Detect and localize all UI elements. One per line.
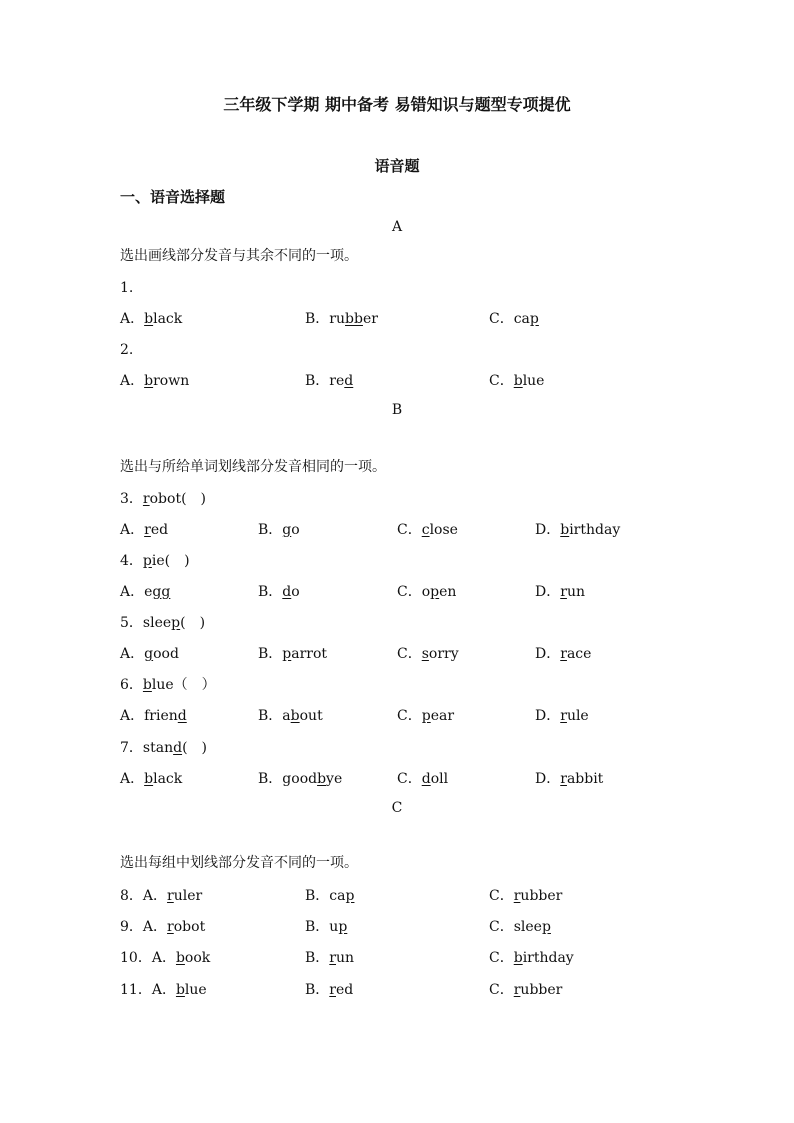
option-label: D． — [535, 771, 561, 787]
option-label: C． — [489, 950, 514, 966]
word-part: o — [291, 522, 300, 538]
answer-option — [120, 706, 187, 726]
underlined-letters: p — [529, 311, 539, 327]
answer-paren: ( ) — [181, 491, 207, 507]
word-part: ubber — [520, 982, 563, 998]
question-number: 8． — [120, 888, 143, 904]
answer-option — [120, 520, 168, 540]
word-part: lack — [153, 771, 183, 787]
option-word — [560, 522, 620, 538]
option-label: A． — [120, 771, 145, 787]
question-number: 7． — [120, 740, 143, 756]
underlined-letters: b — [144, 373, 154, 389]
word-part: lose — [429, 522, 458, 538]
group-c-letter: C — [391, 800, 403, 816]
word-part: lue — [522, 373, 545, 389]
option-label: C． — [489, 373, 514, 389]
word-part: frien — [144, 708, 178, 724]
word-part: lue — [184, 982, 207, 998]
option-word — [514, 373, 545, 389]
answer-option — [397, 706, 454, 726]
answer-paren: （ ） — [173, 677, 216, 693]
word-part: arrot — [291, 646, 328, 662]
option-word — [422, 646, 459, 662]
option-word — [329, 888, 354, 904]
word-part: ood — [153, 646, 179, 662]
underlined-letters: g — [282, 522, 292, 538]
word-part: uler — [173, 888, 203, 904]
question-number: 3． — [120, 491, 143, 507]
word-part: irthday — [522, 950, 574, 966]
option-word — [329, 950, 354, 966]
question-stem — [120, 613, 205, 633]
option-label: B． — [305, 919, 330, 935]
answer-option — [489, 980, 562, 1000]
underlined-letters: r — [560, 584, 567, 600]
option-label: D． — [535, 708, 561, 724]
option-label: C． — [397, 708, 422, 724]
option-word — [144, 584, 170, 600]
option-word — [560, 708, 588, 724]
option-label: B． — [258, 646, 283, 662]
underlined-letters: bb — [345, 311, 363, 327]
question-number: 11． — [120, 982, 152, 998]
answer-option — [305, 948, 354, 968]
stem-word — [143, 740, 182, 756]
answer-option — [397, 769, 448, 789]
word-part: a — [282, 708, 291, 724]
option-label: A． — [120, 646, 145, 662]
stem-word — [143, 677, 174, 693]
underlined-letters: r — [329, 950, 336, 966]
underlined-letters: r — [513, 982, 521, 998]
option-word — [167, 888, 202, 904]
option-word — [144, 708, 187, 724]
answer-paren: ( ) — [182, 740, 208, 756]
group-a-letter: A — [391, 219, 403, 235]
word-part: out — [299, 708, 323, 724]
underlined-letters: p — [338, 919, 348, 935]
part-heading: 一、语音选择题 — [120, 188, 226, 206]
answer-option — [258, 582, 300, 602]
answer-option — [120, 371, 189, 391]
answer-option — [535, 582, 585, 602]
option-label: B． — [258, 522, 283, 538]
underlined-letters: p — [171, 615, 181, 631]
option-word — [144, 646, 179, 662]
option-label: C． — [489, 919, 514, 935]
underlined-letters: p — [345, 888, 355, 904]
question-stem — [120, 675, 216, 695]
stem-word — [143, 615, 180, 631]
option-word — [176, 950, 210, 966]
word-part: ye — [326, 771, 343, 787]
underlined-letters: r — [167, 888, 174, 904]
underlined-letters: d — [421, 771, 431, 787]
option-word — [282, 646, 327, 662]
underlined-letters: b — [175, 982, 185, 998]
answer-option — [258, 706, 323, 726]
underlined-letters: d — [173, 740, 183, 756]
group-b-instruction: 选出与所给单词划线部分发音相同的一项。 — [120, 459, 386, 475]
word-part: rown — [153, 373, 190, 389]
option-label: A． — [151, 982, 176, 998]
option-word — [176, 982, 207, 998]
answer-option — [489, 886, 562, 906]
question-row-first-option — [120, 917, 205, 937]
underlined-letters: b — [317, 771, 327, 787]
option-label: A． — [151, 950, 176, 966]
option-label: C． — [397, 522, 422, 538]
option-label: D． — [535, 584, 561, 600]
underlined-letters: r — [329, 982, 336, 998]
underlined-letters: d — [344, 373, 354, 389]
answer-option — [397, 582, 456, 602]
option-label: A． — [142, 888, 168, 904]
option-word — [282, 708, 322, 724]
answer-option — [120, 769, 182, 789]
word-part: en — [439, 584, 457, 600]
question-row-first-option — [120, 948, 210, 968]
option-label: B． — [258, 771, 283, 787]
underlined-letters: p — [421, 708, 431, 724]
underlined-letters: d — [177, 708, 187, 724]
underlined-letters: d — [282, 584, 292, 600]
word-part: ed — [336, 982, 354, 998]
underlined-letters: r — [560, 708, 567, 724]
option-label: B． — [305, 311, 330, 327]
option-word — [282, 771, 342, 787]
option-word — [422, 522, 458, 538]
word-part: good — [282, 771, 318, 787]
word-part: ca — [513, 311, 530, 327]
word-part: ca — [329, 888, 346, 904]
answer-option — [258, 520, 300, 540]
word-part: u — [329, 919, 339, 935]
underlined-letters: b — [513, 373, 523, 389]
answer-option — [120, 582, 170, 602]
answer-option — [535, 644, 591, 664]
answer-option — [305, 886, 354, 906]
option-label: B． — [258, 584, 283, 600]
underlined-letters: b — [144, 311, 154, 327]
question-number: 5． — [120, 615, 143, 631]
word-part: oll — [430, 771, 449, 787]
document-title: 三年级下学期 期中备考 易错知识与题型专项提优 — [223, 95, 571, 114]
question-number: 9． — [120, 919, 143, 935]
option-word — [144, 311, 182, 327]
answer-option — [258, 769, 342, 789]
option-word — [329, 373, 353, 389]
option-word — [514, 919, 551, 935]
option-word — [282, 522, 299, 538]
underlined-letters: r — [560, 771, 567, 787]
option-word — [422, 584, 457, 600]
underlined-letters: b — [513, 950, 523, 966]
word-part: ru — [329, 311, 346, 327]
underlined-letters: g — [144, 646, 154, 662]
word-part: un — [336, 950, 355, 966]
option-label: B． — [305, 373, 330, 389]
option-label: C． — [397, 771, 422, 787]
option-word — [167, 919, 205, 935]
option-label: C． — [397, 584, 422, 600]
answer-option — [305, 371, 353, 391]
option-label: B． — [305, 950, 330, 966]
underlined-letters: p — [142, 553, 152, 569]
word-part: o — [291, 584, 300, 600]
option-label: D． — [535, 522, 561, 538]
word-part: irthday — [569, 522, 621, 538]
underlined-letters: r — [144, 522, 151, 538]
question-row-first-option — [120, 886, 202, 906]
word-part: ear — [430, 708, 455, 724]
answer-option — [258, 644, 327, 664]
answer-option — [535, 706, 589, 726]
question-number: 1. — [120, 280, 134, 296]
stem-word — [143, 553, 165, 569]
answer-option — [120, 309, 182, 329]
section-title: 语音题 — [374, 157, 420, 175]
underlined-letters: b — [144, 771, 154, 787]
option-label: B． — [305, 982, 330, 998]
option-word — [514, 311, 539, 327]
option-label: B． — [258, 708, 283, 724]
underlined-letters: r — [513, 888, 521, 904]
option-word — [329, 919, 347, 935]
answer-option — [305, 980, 353, 1000]
question-number: 6． — [120, 677, 143, 693]
word-part: ace — [566, 646, 592, 662]
underlined-letters: p — [541, 919, 551, 935]
underlined-letters: p — [430, 584, 440, 600]
word-part: lue — [151, 677, 174, 693]
group-c-instruction: 选出每组中划线部分发音不同的一项。 — [120, 855, 358, 871]
word-part: slee — [142, 615, 172, 631]
option-label: A． — [120, 584, 145, 600]
word-part: ook — [184, 950, 211, 966]
option-word — [514, 982, 563, 998]
word-part: abbit — [566, 771, 604, 787]
answer-paren: ( ) — [180, 615, 206, 631]
answer-option — [305, 309, 378, 329]
word-part: er — [362, 311, 378, 327]
answer-option — [489, 917, 551, 937]
group-b-letter: B — [391, 402, 403, 418]
underlined-letters: s — [421, 646, 429, 662]
answer-option — [397, 644, 459, 664]
option-word — [144, 522, 168, 538]
word-part: re — [329, 373, 345, 389]
word-part: ie — [151, 553, 165, 569]
answer-option — [489, 309, 539, 329]
option-word — [144, 771, 182, 787]
option-label: A． — [120, 522, 145, 538]
answer-option — [397, 520, 458, 540]
question-number: 4． — [120, 553, 143, 569]
option-word — [329, 982, 353, 998]
option-label: C． — [489, 982, 514, 998]
option-label: C． — [489, 311, 514, 327]
word-part: ed — [150, 522, 169, 538]
option-label: C． — [489, 888, 514, 904]
question-number: 10． — [120, 950, 152, 966]
word-part: ubber — [520, 888, 563, 904]
stem-word — [143, 491, 181, 507]
underlined-letters: r — [167, 919, 174, 935]
option-label: C． — [397, 646, 422, 662]
underlined-letters: gg — [152, 584, 171, 600]
answer-option — [489, 948, 574, 968]
word-part: un — [566, 584, 585, 600]
underlined-letters: b — [560, 522, 570, 538]
question-row-first-option — [120, 980, 207, 1000]
underlined-letters: b — [142, 677, 152, 693]
word-part: stan — [142, 740, 174, 756]
question-stem — [120, 489, 206, 509]
answer-option — [535, 520, 620, 540]
answer-option — [489, 371, 544, 391]
answer-option — [305, 917, 347, 937]
option-label: A． — [142, 919, 168, 935]
question-stem — [120, 551, 190, 571]
word-part: orry — [428, 646, 459, 662]
option-word — [282, 584, 299, 600]
answer-option — [535, 769, 603, 789]
option-label: A． — [120, 708, 145, 724]
option-label: B． — [305, 888, 330, 904]
option-word — [514, 950, 574, 966]
option-word — [560, 584, 585, 600]
option-word — [422, 708, 454, 724]
option-word — [514, 888, 563, 904]
option-word — [144, 373, 189, 389]
option-label: D． — [535, 646, 561, 662]
word-part: obot — [173, 919, 206, 935]
question-stem — [120, 738, 207, 758]
question-number: 2. — [120, 342, 134, 358]
underlined-letters: b — [290, 708, 300, 724]
underlined-letters: r — [560, 646, 567, 662]
word-part: ule — [566, 708, 589, 724]
word-part: slee — [513, 919, 542, 935]
option-label: A． — [120, 373, 145, 389]
word-part: o — [421, 584, 431, 600]
underlined-letters: b — [175, 950, 185, 966]
underlined-letters: p — [282, 646, 292, 662]
underlined-letters: c — [421, 522, 430, 538]
word-part: e — [144, 584, 153, 600]
answer-paren: ( ) — [164, 553, 190, 569]
answer-option — [120, 644, 179, 664]
option-label: A． — [120, 311, 145, 327]
word-part: obot — [149, 491, 182, 507]
group-a-instruction: 选出画线部分发音与其余不同的一项。 — [120, 248, 358, 264]
option-word — [422, 771, 448, 787]
option-word — [560, 771, 603, 787]
underlined-letters: r — [142, 491, 150, 507]
word-part: lack — [153, 311, 183, 327]
option-word — [560, 646, 591, 662]
option-word — [329, 311, 378, 327]
